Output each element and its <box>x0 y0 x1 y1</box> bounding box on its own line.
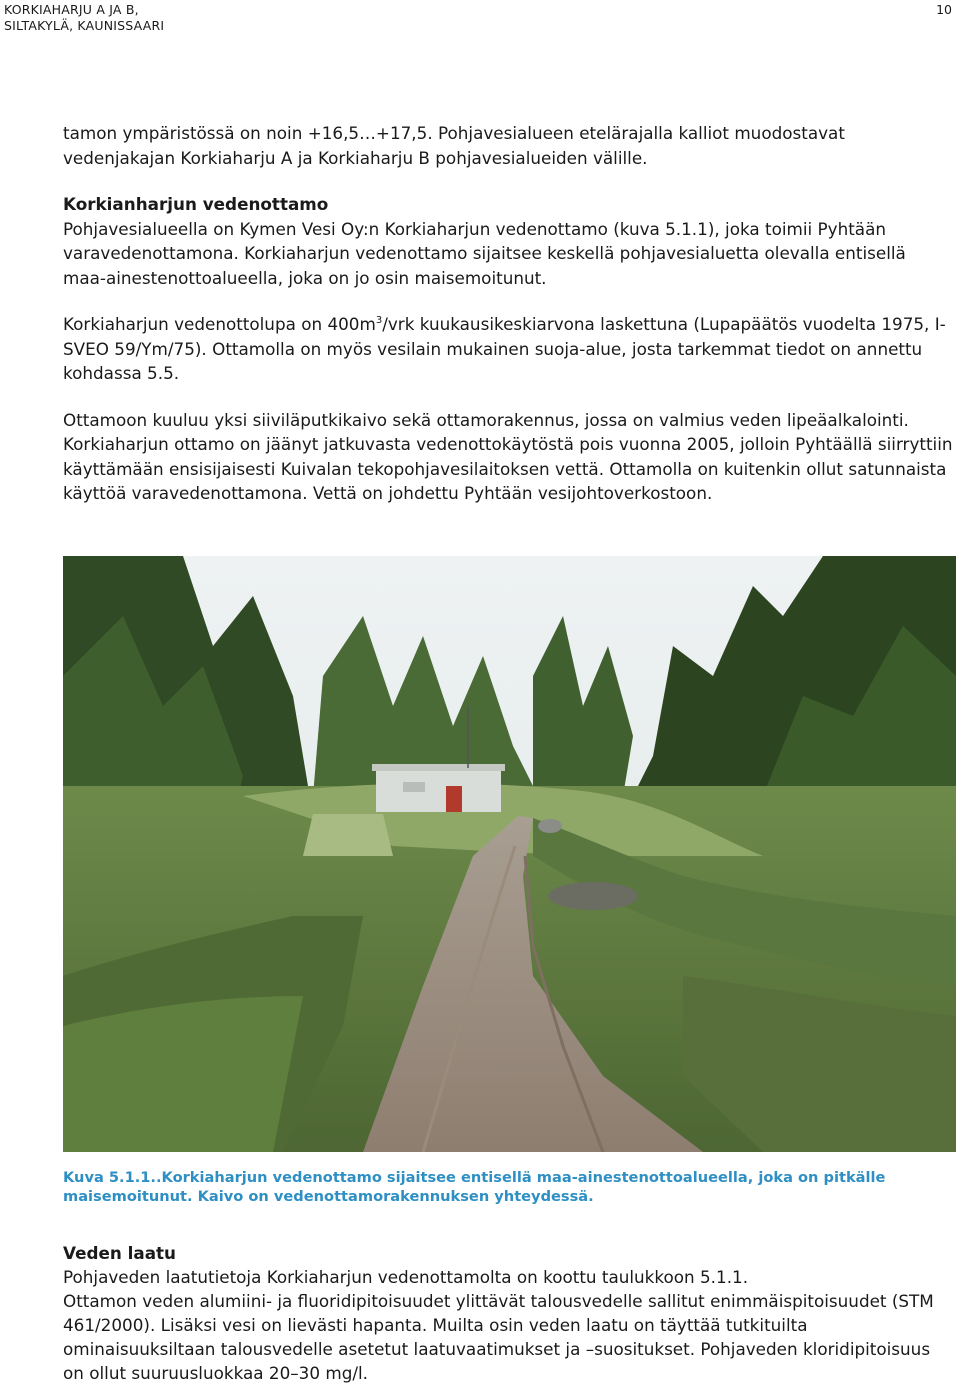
permit-text-a: Korkiaharjun vedenottolupa on 400m <box>63 314 376 334</box>
superscript-3: 3 <box>375 315 383 326</box>
body-text <box>63 121 953 528</box>
header-line-2: SILTAKYLÄ, KAUNISSAARI <box>4 18 165 33</box>
paragraph-table-reference: Pohjaveden laatutietoja Korkiaharjun vedenottamolta on koottu taulukkoon 5.1.1. <box>63 1267 749 1287</box>
page-header <box>0 0 960 38</box>
paragraph-water-quality: Ottamon veden alumiini- ja fluoridipitoisuudet ylittävät talousvedelle sallitut enimmäispitoisuudet (STM 461/2000). Lisäksi vesi on lievästi hapanta. Muilta osin veden laatu on täyttää tutkituilta ominaisuuksiltaan talousvedelle asetetut laatuvaatimukset ja –suositukset. Pohjaveden kloridipitoisuus on ollut suuruusluokkaa 20–30 mg/l. <box>63 1291 934 1383</box>
header-line-1: KORKIAHARJU A JA B, <box>4 2 139 17</box>
paragraph-vedenottamo: Pohjavesialueella on Kymen Vesi Oy:n Korkiaharjun vedenottamo (kuva 5.1.1), joka toimii Pyhtään varavedenottamona. Korkiaharjun vedenottamo sijaitsee keskellä pohjavesialuetta olevalla entisellä maa-ainestenottoalueella, joka on jo osin maisemoitunut. <box>63 218 906 288</box>
header-title <box>4 2 164 34</box>
photo-water-intake <box>63 556 956 1152</box>
section-heading-veden-laatu: Veden laatu <box>63 1243 177 1263</box>
page-number: 10 <box>936 2 952 17</box>
section-heading-vedenottamo: Korkianharjun vedenottamo <box>63 194 329 214</box>
section-water-quality <box>63 1241 955 1385</box>
figure-caption: Kuva 5.1.1..Korkiaharjun vedenottamo sijaitsee entisellä maa-ainestenottoalueella, joka on pitkälle maisemoitunut. Kaivo on vedenottamorakennuksen yhteydessä. <box>63 1169 886 1205</box>
paragraph-well: Ottamoon kuuluu yksi siiviläputkikaivo sekä ottamorakennus, jossa on valmius veden lipeäalkalointi. Korkiaharjun ottamo on jäänyt jatkuvasta vedenottokäytöstä pois vuonna 2005, jolloin Pyhtäällä siirryttiin käyttämään ensisijaisesti Kuivalan tekopohjavesilaitoksen vettä. Ottamolla on kuitenkin ollut satunnaista käyttöä varavedenottamona. Vettä on johdettu Pyhtään vesijohtoverkostoon. <box>63 409 953 503</box>
paragraph-permit <box>63 312 953 386</box>
permit-text-b: /vrk kuukausikeskiarvona laskettuna (Lupapäätös vuodelta 1975, I-SVEO 59/Ym/75). Ottamolla on myös vesilain mukainen suoja-alue, josta tarkemmat tiedot on annettu kohdassa 5.5. <box>63 314 946 383</box>
paragraph-intro: tamon ympäristössä on noin +16,5…+17,5. Pohjavesialueen etelärajalla kalliot muodostavat vedenjakajan Korkiaharju A ja Korkiaharju B pohjavesialueiden välille. <box>63 123 845 168</box>
